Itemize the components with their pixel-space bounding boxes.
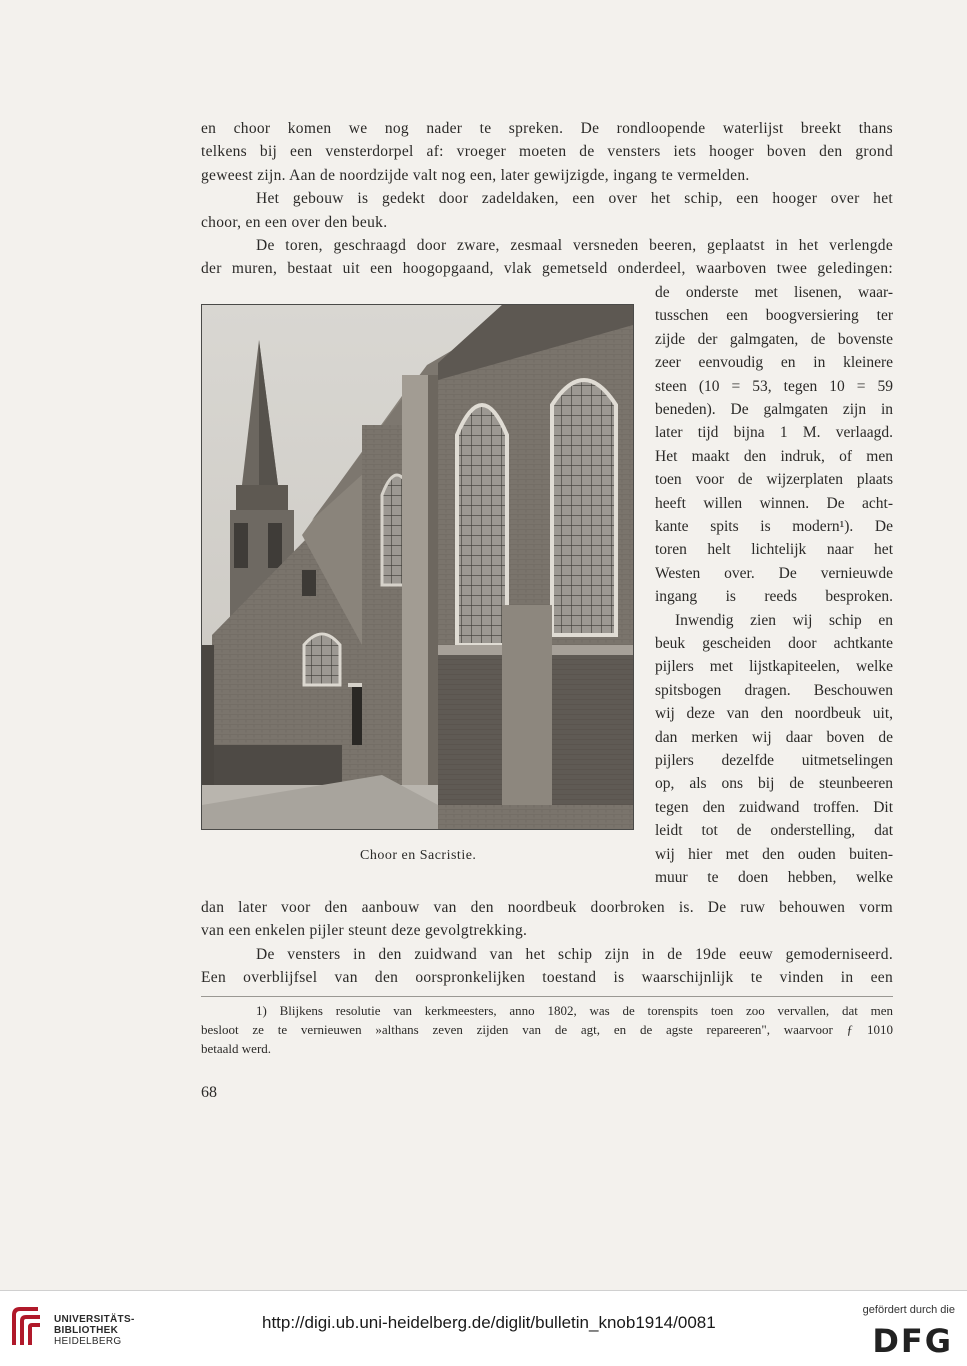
library-name-line3: HEIDELBERG — [54, 1336, 122, 1347]
text-line: De toren, geschraagd door zware, zesmaal versneden beeren, geplaatst in het verlengde — [256, 237, 893, 254]
column-text-line: Westen over. De vernieuwde — [655, 564, 893, 582]
text-line: der muren, bestaat uit een hoogopgaand, vlak gemetseld onderdeel, waarboven twee geledingen: — [201, 260, 893, 278]
column-text-line: wij hier met den ouden buiten- — [655, 845, 893, 863]
column-text-line: wij deze van den noordbeuk uit, — [655, 705, 893, 723]
text-line: Een overblijfsel van den oorspronkelijken toestand is waarschijnlijk te vinden in een — [201, 969, 893, 987]
footnote-line: 1) Blijkens resolutie van kerkmeesters, anno 1802, was de torenspits toen zoo vervallen, dat men — [256, 1003, 893, 1018]
library-name-line1: UNIVERSITÄTS- — [54, 1314, 135, 1325]
photo-caption: Choor en Sacristie. — [360, 848, 477, 863]
column-text-line: later tijd bijna 1 M. verlaagd. — [655, 424, 893, 442]
column-text-line: leidt tot de onderstelling, dat — [655, 822, 893, 840]
column-text-line: tusschen een boogversiering ter — [655, 307, 893, 325]
church-photograph — [201, 304, 634, 830]
column-text-line: toren helt lichtelijk naar het — [655, 541, 893, 559]
text-line: geweest zijn. Aan de noordzijde valt nog een, later gewijzigde, ingang te vermelden. — [201, 166, 750, 184]
column-text-line: spitsbogen dragen. Beschouwen — [655, 681, 893, 699]
column-text-line: beuk gescheiden door achtkante — [655, 635, 893, 652]
column-text-line: pijlers met lijstkapiteelen, welke — [655, 658, 893, 676]
column-text-line: de onderste met lisenen, waar- — [655, 284, 893, 301]
column-text-line: heeft willen winnen. De acht- — [655, 494, 893, 512]
column-text-line: zeer eenvoudig en in kleinere — [655, 354, 893, 372]
column-text-line: toen voor de wijzerplaten plaats — [655, 471, 893, 489]
text-line: en choor komen we nog nader te spreken. De rondloopende waterlijst breekt thans — [201, 120, 893, 137]
library-name-line2: BIBLIOTHEK — [54, 1325, 119, 1336]
footnote-divider — [201, 996, 893, 997]
column-text-line: zijde der galmgaten, de bovenste — [655, 330, 893, 348]
column-text-line: ingang is reeds besproken. — [655, 588, 893, 606]
column-text-line: kante spits is modern¹). De — [655, 518, 893, 535]
church-illustration — [202, 305, 633, 829]
text-line: De vensters in den zuidwand van het schip zijn in de 19de eeuw gemoderniseerd. — [256, 945, 893, 963]
column-text-line: muur te doen hebben, welke — [655, 869, 893, 886]
footnote-line: besloot ze te vernieuwen »althans zeven zijden van de agt, en de agste repareeren", waarvoor ƒ 1010 — [201, 1022, 893, 1037]
column-text-line: op, als ons bij de steunbeeren — [655, 775, 893, 793]
funded-by-label: gefördert durch die — [862, 1304, 955, 1316]
text-line: van een enkelen pijler steunt deze gevolgtrekking. — [201, 922, 528, 940]
column-text-line: tegen den zuidwand troffen. Dit — [655, 798, 893, 816]
dfg-logo[interactable]: DFG — [872, 1322, 953, 1360]
university-library-logo-icon[interactable] — [10, 1305, 44, 1349]
footer-bar — [0, 1290, 967, 1366]
column-text-line: steen (10 = 53, tegen 10 = 59 — [655, 377, 893, 395]
column-text-line: pijlers dezelfde uitmetselingen — [655, 752, 893, 769]
text-line: Het gebouw is gedekt door zadeldaken, een over het schip, een hooger over het — [256, 190, 893, 208]
footnote-line: betaald werd. — [201, 1041, 272, 1056]
text-line: choor, en een over den beuk. — [201, 213, 388, 231]
library-name — [54, 1314, 135, 1347]
column-text-line: beneden). De galmgaten zijn in — [655, 401, 893, 418]
text-line: telkens bij een vensterdorpel af: vroeger moeten de vensters iets hooger boven den grond — [201, 143, 893, 161]
column-text-line: Inwendig zien wij schip en — [675, 611, 893, 629]
column-text-line: Het maakt den indruk, of men — [655, 447, 893, 465]
digital-library-url-link[interactable]: http://digi.ub.uni-heidelberg.de/diglit/bulletin_knob1914/0081 — [262, 1313, 716, 1332]
page-number: 68 — [201, 1084, 217, 1101]
text-line: dan later voor den aanbouw van den noordbeuk doorbroken is. De ruw behouwen vorm — [201, 899, 893, 916]
column-text-line: dan merken wij daar boven de — [655, 728, 893, 746]
